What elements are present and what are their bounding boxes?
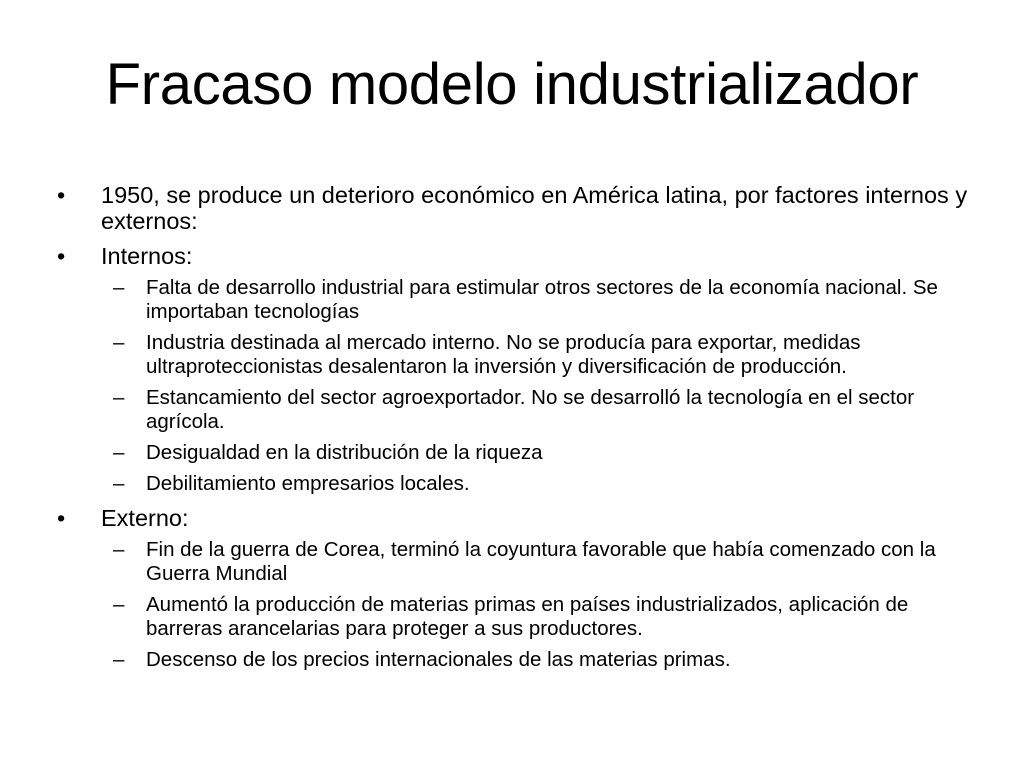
dash-icon: – (113, 386, 125, 409)
sub-bullet-list-externo (101, 538, 975, 672)
slide-title: Fracaso modelo industrializador (105, 52, 919, 117)
bullet-icon: • (57, 182, 66, 208)
sub-bullet-list-internos (101, 276, 975, 496)
sub-bullet-text: Fin de la guerra de Corea, terminó la coyuntura favorable que había comenzado con la Guerra Mundial (146, 538, 936, 585)
sub-bullet-text: Debilitamiento empresarios locales. (146, 472, 470, 495)
sub-bullet-item (101, 441, 975, 465)
sub-bullet-item (101, 276, 975, 324)
bullet-item-internos (55, 243, 975, 496)
dash-icon: – (113, 472, 125, 495)
bullet-text: 1950, se produce un deterioro económico en América latina, por factores internos y externos: (101, 182, 968, 234)
bullet-list (55, 182, 975, 681)
dash-icon: – (113, 441, 125, 464)
sub-bullet-item (101, 472, 975, 496)
sub-bullet-item (101, 386, 975, 434)
sub-bullet-item (101, 648, 975, 672)
sub-bullet-item (101, 538, 975, 586)
bullet-item-1950 (55, 182, 975, 234)
dash-icon: – (113, 276, 125, 299)
sub-bullet-text: Falta de desarrollo industrial para estimular otros sectores de la economía nacional. Se importaban tecnologías (146, 276, 938, 323)
sub-bullet-text: Industria destinada al mercado interno. No se producía para exportar, medidas ultraproteccionistas desalentaron la inversión y diversificación de producción. (146, 331, 861, 378)
sub-bullet-text: Aumentó la producción de materias primas en países industrializados, aplicación de barreras arancelarias para proteger a sus productores. (146, 593, 909, 640)
dash-icon: – (113, 331, 125, 354)
bullet-text: Externo: (101, 505, 189, 531)
bullet-icon: • (57, 243, 66, 269)
dash-icon: – (113, 538, 125, 561)
sub-bullet-text: Estancamiento del sector agroexportador. No se desarrolló la tecnología en el sector agrícola. (146, 386, 915, 433)
sub-bullet-item (101, 593, 975, 641)
sub-bullet-item (101, 331, 975, 379)
bullet-item-externo (55, 505, 975, 672)
dash-icon: – (113, 593, 125, 616)
bullet-text: Internos: (101, 243, 193, 269)
dash-icon: – (113, 648, 125, 671)
bullet-icon: • (57, 505, 66, 531)
sub-bullet-text: Descenso de los precios internacionales de las materias primas. (146, 648, 731, 671)
sub-bullet-text: Desigualdad en la distribución de la riqueza (146, 441, 543, 464)
